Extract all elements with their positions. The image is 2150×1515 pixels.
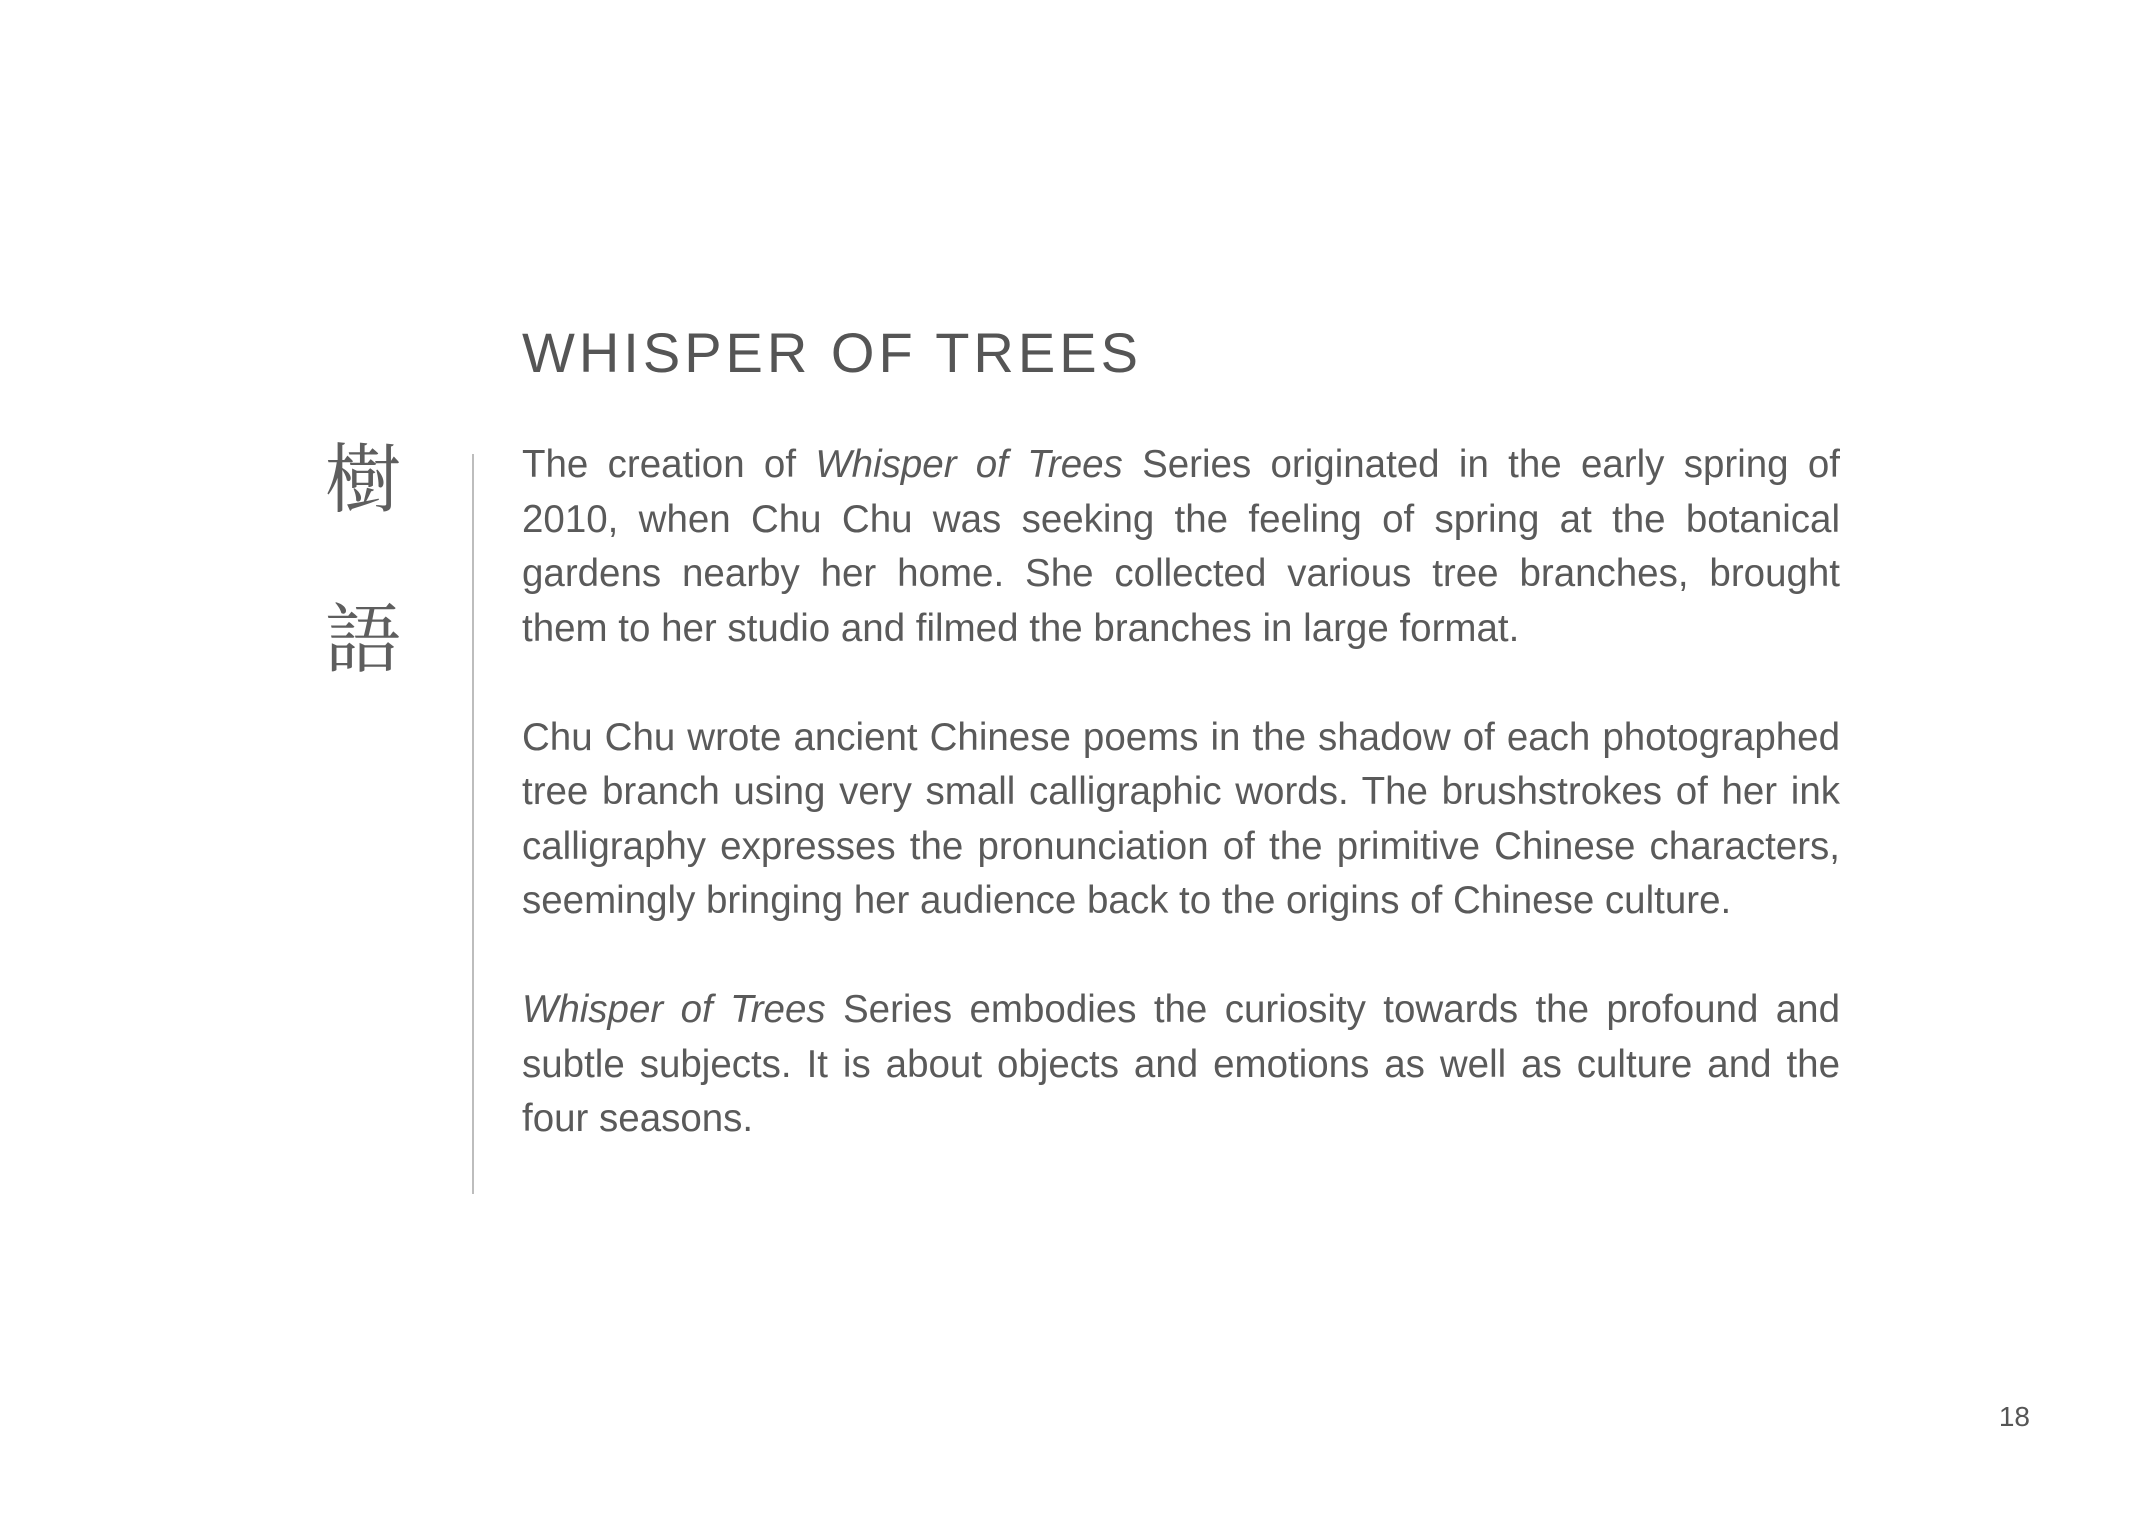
paragraph-3-text: Series embodies the curiosity towards the profound and subtle subjects. It is about objects and emotions as well as culture and the four seasons. [522, 988, 1840, 1140]
paragraph-1-lead: The creation of [522, 443, 816, 486]
page-number: 18 [1998, 1401, 2030, 1432]
page-title: WHISPER OF TREES [522, 321, 1142, 384]
paragraph-1-series-title: Whisper of Trees [815, 443, 1123, 486]
chinese-character-whisper: 語 [325, 595, 401, 684]
body-text [522, 438, 1840, 1201]
paragraph-2: Chu Chu wrote ancient Chinese poems in the shadow of each photographed tree branch using very small calligraphic words. The brushstrokes of her ink calligraphy expresses the pronunciation of the primitive Chinese characters, seemingly bringing her audience back to the origins of Chinese culture. [522, 715, 1840, 922]
vertical-chinese-title [318, 435, 408, 760]
paragraph-3-series-title: Whisper of Trees [522, 988, 826, 1031]
vertical-divider [472, 454, 474, 1194]
paragraph-3 [522, 983, 1840, 1147]
chinese-character-tree: 樹 [325, 435, 401, 524]
paragraph-1 [522, 438, 1840, 656]
paragraph-1-text: Series originated in the early spring of 2010, when Chu Chu was seeking the feeling of spring at the botanical gardens nearby her home. She collected various tree branches, brought them to her studio and filmed the branches in large format. [522, 443, 1840, 650]
